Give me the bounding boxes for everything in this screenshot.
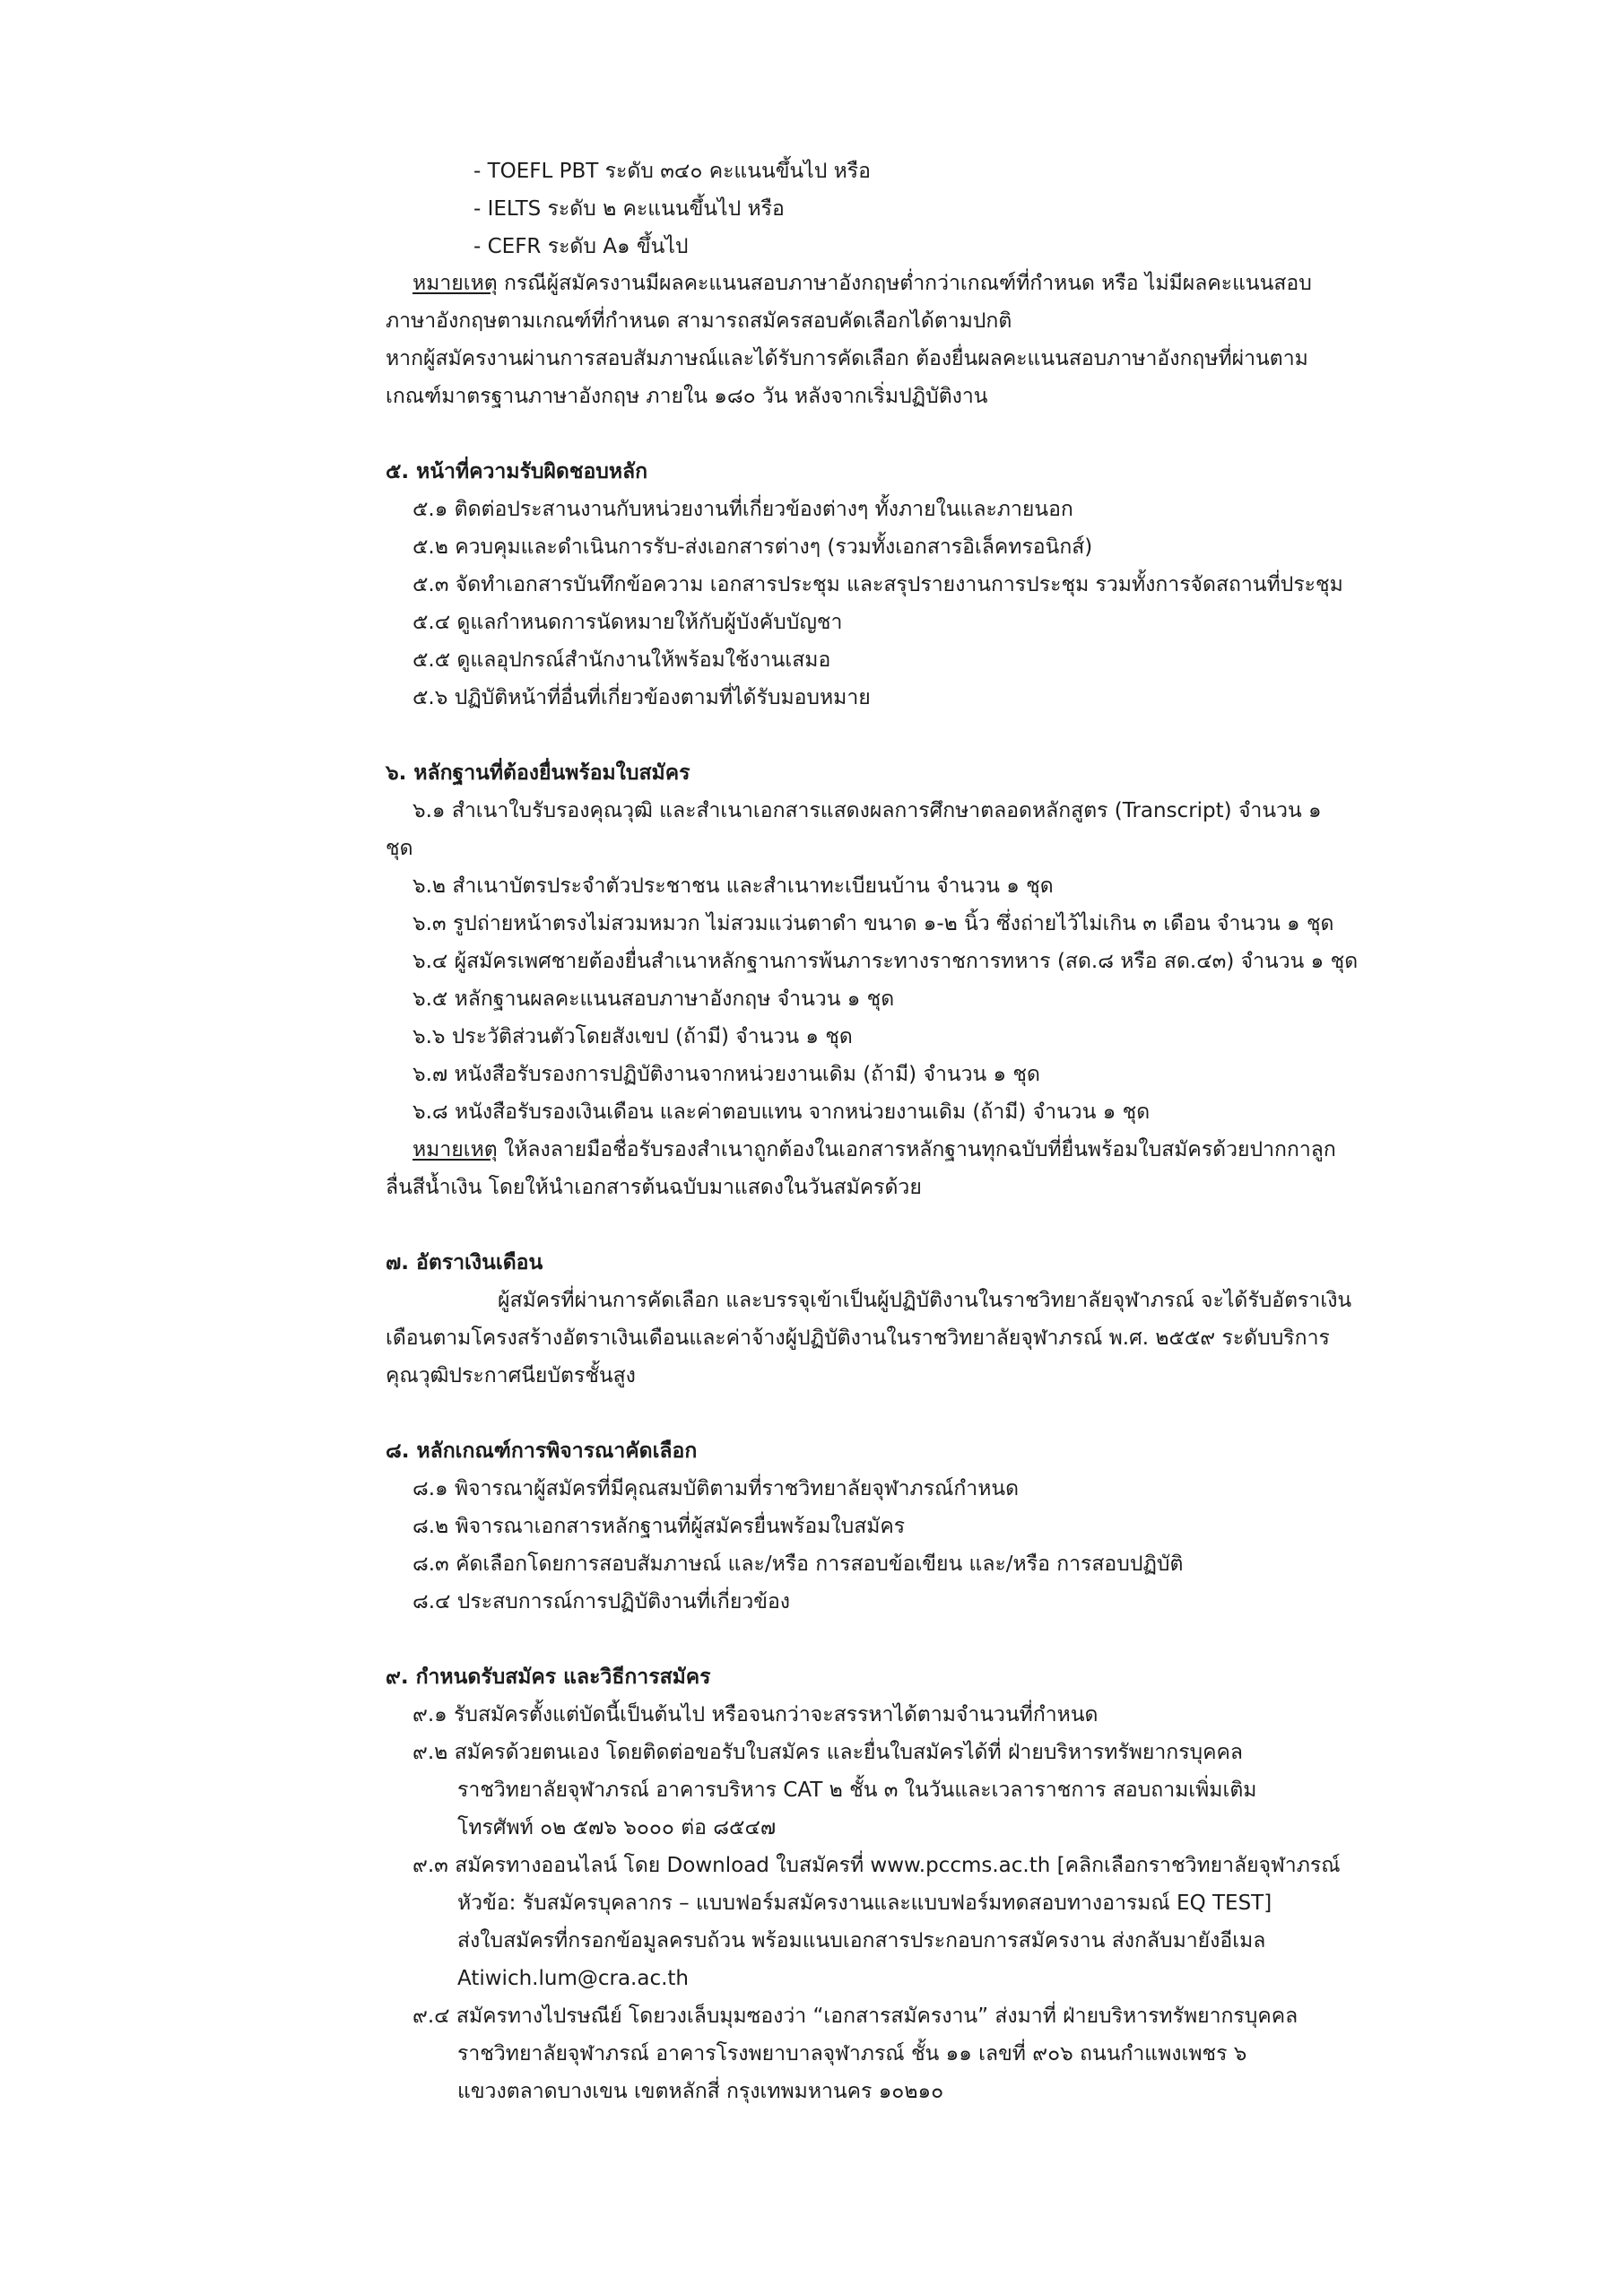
section-8-item: ๘.๑ พิจารณาผู้สมัครที่มีคุณสมบัติตามที่ราชวิทยาลัยจุฬาภรณ์กำหนด — [413, 1477, 1020, 1500]
section-9-item-continued: แขวงตลาดบางเขน เขตหลักสี่ กรุงเทพมหานคร ๑๐๒๑๐ — [457, 2080, 944, 2103]
note-paragraph-line: ภาษาอังกฤษตามเกณฑ์ที่กำหนด สามารถสมัครสอบคัดเลือกได้ตามปกติ — [386, 309, 1012, 333]
section-6-note-line: ลื่นสีน้ำเงิน โดยให้นำเอกสารต้นฉบับมาแสดงในวันสมัครด้วย — [386, 1176, 922, 1199]
section-9-item-continued: โทรศัพท์ ๐๒ ๕๗๖ ๖๐๐๐ ต่อ ๘๕๔๗ — [457, 1816, 777, 1839]
section-8-item: ๘.๓ คัดเลือกโดยการสอบสัมภาษณ์ และ/หรือ การสอบข้อเขียน และ/หรือ การสอบปฏิบัติ — [413, 1552, 1184, 1576]
section-6-item: ๖.๒ สำเนาบัตรประจำตัวประชาชน และสำเนาทะเบียนบ้าน จำนวน ๑ ชุด — [413, 874, 1054, 898]
section-5-heading: ๕. หน้าที่ความรับผิดชอบหลัก — [386, 460, 648, 483]
note-paragraph-line: เกณฑ์มาตรฐานภาษาอังกฤษ ภายใน ๑๘๐ วัน หลังจากเริ่มปฏิบัติงาน — [386, 385, 988, 408]
section-7-paragraph-line: เดือนตามโครงสร้างอัตราเงินเดือนและค่าจ้างผู้ปฏิบัติงานในราชวิทยาลัยจุฬาภรณ์ พ.ศ. ๒๕๕๙ ระดับบริการ — [386, 1326, 1330, 1350]
section-9-item: ๙.๒ สมัครด้วยตนเอง โดยติดต่อขอรับใบสมัคร และยื่นใบสมัครได้ที่ ฝ่ายบริหารทรัพยากรบุคคล — [413, 1741, 1244, 1764]
section-8-heading: ๘. หลักเกณฑ์การพิจารณาคัดเลือก — [386, 1439, 698, 1463]
section-7-heading: ๗. อัตราเงินเดือน — [386, 1251, 543, 1274]
section-8-item: ๘.๒ พิจารณาเอกสารหลักฐานที่ผู้สมัครยื่นพร้อมใบสมัคร — [413, 1515, 906, 1538]
note-text: ให้ลงลายมือชื่อรับรองสำเนาถูกต้องในเอกสารหลักฐานทุกฉบับที่ยื่นพร้อมใบสมัครด้วยปากกาลูก — [497, 1138, 1336, 1161]
section-9-item: ๙.๑ รับสมัครตั้งแต่บัดนี้เป็นต้นไป หรือจนกว่าจะสรรหาได้ตามจำนวนที่กำหนด — [413, 1703, 1099, 1726]
note-paragraph-line: หากผู้สมัครงานผ่านการสอบสัมภาษณ์และได้รับการคัดเลือก ต้องยื่นผลคะแนนสอบภาษาอังกฤษที่ผ่านตาม — [386, 347, 1308, 370]
english-bullet-cefr: - CEFR ระดับ A๑ ขึ้นไป — [473, 235, 689, 258]
section-5-item: ๕.๑ ติดต่อประสานงานกับหน่วยงานที่เกี่ยวข้องต่างๆ ทั้งภายในและภายนอก — [413, 498, 1073, 521]
english-bullet-toefl: - TOEFL PBT ระดับ ๓๔๐ คะแนนขึ้นไป หรือ — [473, 160, 871, 183]
section-6-item: ๖.๑ สำเนาใบรับรองคุณวุฒิ และสำเนาเอกสารแสดงผลการศึกษาตลอดหลักสูตร (Transcript) จำนวน ๑ — [413, 799, 1322, 822]
section-6-item: ๖.๗ หนังสือรับรองการปฏิบัติงานจากหน่วยงานเดิม (ถ้ามี) จำนวน ๑ ชุด — [413, 1063, 1040, 1086]
section-9-item: ๙.๔ สมัครทางไปรษณีย์ โดยวงเล็บมุมซองว่า “เอกสารสมัครงาน” ส่งมาที่ ฝ่ายบริหารทรัพยากรบุคคล — [413, 2005, 1298, 2028]
section-7-paragraph-line: ผู้สมัครที่ผ่านการคัดเลือก และบรรจุเข้าเป็นผู้ปฏิบัติงานในราชวิทยาลัยจุฬาภรณ์ จะได้รับอัตราเงิน — [498, 1289, 1352, 1312]
email-address: Atiwich.lum@cra.ac.th — [457, 1967, 689, 1990]
section-8-item: ๘.๔ ประสบการณ์การปฏิบัติงานที่เกี่ยวข้อง — [413, 1590, 790, 1613]
section-6-item: ๖.๕ หลักฐานผลคะแนนสอบภาษาอังกฤษ จำนวน ๑ ชุด — [413, 987, 895, 1011]
section-9-item-continued: หัวข้อ: รับสมัครบุคลากร – แบบฟอร์มสมัครงานและแบบฟอร์มทดสอบทางอารมณ์ EQ TEST] — [457, 1892, 1272, 1915]
section-9-heading: ๙. กำหนดรับสมัคร และวิธีการสมัคร — [386, 1665, 711, 1689]
section-6-item: ๖.๘ หนังสือรับรองเงินเดือน และค่าตอบแทน จากหน่วยงานเดิม (ถ้ามี) จำนวน ๑ ชุด — [413, 1100, 1151, 1124]
section-7-paragraph-line: คุณวุฒิประกาศนียบัตรชั้นสูง — [386, 1364, 636, 1387]
section-5-item: ๕.๒ ควบคุมและดำเนินการรับ-ส่งเอกสารต่างๆ (รวมทั้งเอกสารอิเล็คทรอนิกส์) — [413, 535, 1093, 559]
note-label: หมายเหตุ — [413, 1138, 498, 1161]
section-9-item-continued: ราชวิทยาลัยจุฬาภรณ์ อาคารบริหาร CAT ๒ ชั้น ๓ ในวันและเวลาราชการ สอบถามเพิ่มเติม — [457, 1779, 1257, 1802]
section-6-note-line — [413, 1136, 1336, 1163]
section-6-item: ๖.๔ ผู้สมัครเพศชายต้องยื่นสำเนาหลักฐานการพ้นภาระทางราชการทหาร (สด.๘ หรือ สด.๔๓) จำนวน ๑ ชุด — [413, 950, 1359, 973]
section-9-item-continued: ราชวิทยาลัยจุฬาภรณ์ อาคารโรงพยาบาลจุฬาภรณ์ ชั้น ๑๑ เลขที่ ๙๐๖ ถนนกำแพงเพชร ๖ — [457, 2042, 1247, 2066]
section-6-item: ๖.๖ ประวัติส่วนตัวโดยสังเขป (ถ้ามี) จำนวน ๑ ชุด — [413, 1025, 853, 1048]
section-6-item: ๖.๓ รูปถ่ายหน้าตรงไม่สวมหมวก ไม่สวมแว่นตาดำ ขนาด ๑-๒ นิ้ว ซึ่งถ่ายไว้ไม่เกิน ๓ เดือน จำนวน ๑ ชุด — [413, 912, 1334, 935]
section-6-heading: ๖. หลักฐานที่ต้องยื่นพร้อมใบสมัคร — [386, 761, 690, 785]
section-5-item: ๕.๓ จัดทำเอกสารบันทึกข้อความ เอกสารประชุม และสรุปรายงานการประชุม รวมทั้งการจัดสถานที่ประชุม — [413, 573, 1343, 596]
english-bullet-ielts: - IELTS ระดับ ๒ คะแนนขึ้นไป หรือ — [473, 197, 785, 221]
section-9-item-continued: ส่งใบสมัครที่กรอกข้อมูลครบถ้วน พร้อมแนบเอกสารประกอบการสมัครงาน ส่งกลับมายังอีเมล — [457, 1929, 1266, 1952]
section-5-item: ๕.๔ ดูแลกำหนดการนัดหมายให้กับผู้บังคับบัญชา — [413, 611, 843, 634]
section-5-item: ๕.๕ ดูแลอุปกรณ์สำนักงานให้พร้อมใช้งานเสมอ — [413, 648, 831, 672]
section-6-item-continued: ชุด — [386, 837, 413, 860]
note-text: กรณีผู้สมัครงานมีผลคะแนนสอบภาษาอังกฤษต่ำกว่าเกณฑ์ที่กำหนด หรือ ไม่มีผลคะแนนสอบ — [497, 272, 1312, 295]
section-5-item: ๕.๖ ปฏิบัติหน้าที่อื่นที่เกี่ยวข้องตามที่ได้รับมอบหมาย — [413, 686, 871, 709]
note-paragraph-line — [413, 270, 1312, 297]
note-label: หมายเหตุ — [413, 272, 498, 295]
section-9-item: ๙.๓ สมัครทางออนไลน์ โดย Download ใบสมัครที่ www.pccms.ac.th [คลิกเลือกราชวิทยาลัยจุฬาภรณ์ — [413, 1854, 1341, 1877]
